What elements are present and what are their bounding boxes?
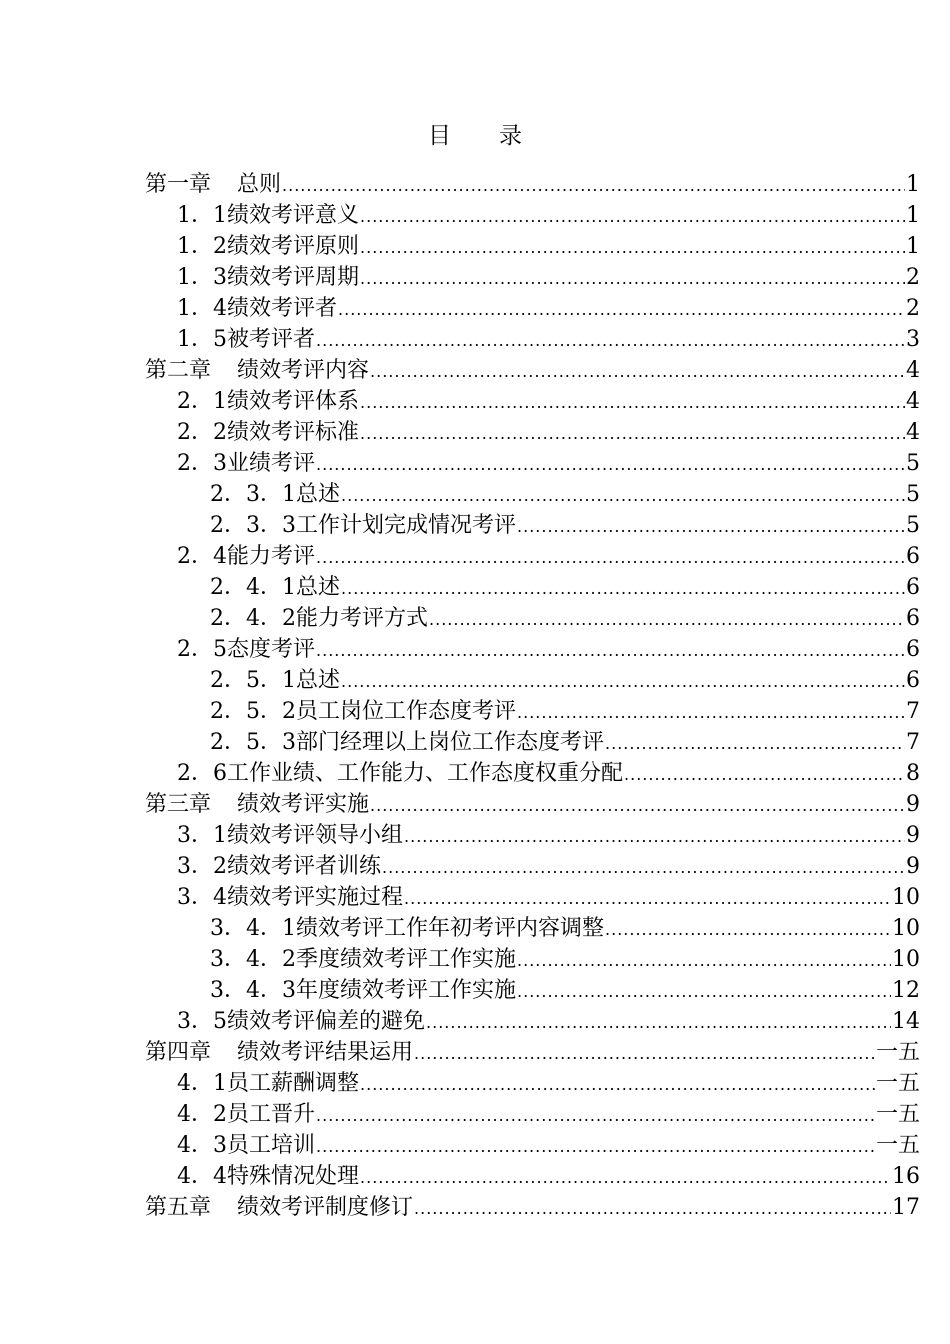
toc-leader-dots (360, 201, 905, 232)
toc-entry-page-number: 6 (906, 544, 920, 569)
toc-entry-page-number: 6 (906, 606, 920, 631)
toc-leader-dots (360, 1162, 891, 1193)
toc-entry-number: 2．3．1 (210, 482, 296, 507)
toc-entry-page-number: 1 (906, 172, 920, 197)
toc-entry-page-number: 2 (906, 296, 920, 321)
toc-entry-number: 2．5．1 (210, 668, 296, 693)
toc-leader-dots (382, 852, 905, 883)
toc-entry-number: 2．4．1 (210, 575, 296, 600)
toc-entry-number: 1．4 (177, 296, 227, 321)
toc-entry-number: 1．1 (177, 203, 227, 228)
toc-entry-number: 第二章 (145, 358, 212, 383)
toc-entry-text: 季度绩效考评工作实施 (296, 947, 517, 972)
toc-entry-label (210, 696, 516, 727)
toc-leader-dots (360, 387, 905, 418)
toc-entry-text: 总述 (296, 668, 341, 693)
toc-leader-dots (370, 790, 905, 821)
toc-entry[interactable] (145, 1099, 920, 1130)
toc-entry[interactable] (145, 1006, 920, 1037)
toc-entry[interactable] (145, 1037, 920, 1068)
toc-entry-page-number: 9 (906, 854, 920, 879)
toc-entry-page-number: 5 (906, 482, 920, 507)
toc-entry-number: 第四章 (145, 1040, 212, 1065)
toc-entry-label (177, 634, 315, 665)
toc-entry-label (210, 975, 516, 1006)
toc-entry-page-number: 4 (906, 358, 920, 383)
toc-entry-label (177, 882, 403, 913)
toc-entry-label (177, 293, 337, 324)
toc-entry[interactable] (145, 758, 920, 789)
toc-entry-label (177, 851, 381, 882)
toc-entry[interactable] (145, 293, 920, 324)
toc-entry-label (177, 758, 623, 789)
toc-leader-dots (316, 1100, 875, 1131)
toc-entry[interactable] (145, 200, 920, 231)
toc-entry[interactable] (145, 696, 920, 727)
toc-entry-label (210, 572, 340, 603)
toc-entry-number: 2．6 (177, 761, 227, 786)
toc-entry-number: 3．4．3 (210, 978, 296, 1003)
toc-leader-dots (426, 1007, 891, 1038)
toc-entry-page-number: 16 (892, 1164, 920, 1189)
toc-entry-label (177, 231, 359, 262)
toc-entry-page-number: 17 (892, 1195, 920, 1220)
toc-entry[interactable] (145, 727, 920, 758)
toc-leader-dots (360, 418, 905, 449)
toc-entry-text: 绩效考评工作年初考评内容调整 (296, 916, 605, 941)
toc-entry[interactable] (145, 231, 920, 262)
toc-entry[interactable] (145, 479, 920, 510)
toc-entry-number: 2．3．3 (210, 513, 296, 538)
toc-entry-page-number: 一五 (875, 1133, 920, 1158)
toc-entry-page-number: 7 (906, 730, 920, 755)
toc-entry-page-number: 一五 (875, 1102, 920, 1127)
toc-entry[interactable] (145, 665, 920, 696)
toc-leader-dots (316, 325, 905, 356)
toc-leader-dots (414, 1193, 891, 1224)
toc-entry-label (177, 1099, 315, 1130)
toc-entry-page-number: 2 (906, 265, 920, 290)
toc-entry-label (210, 510, 516, 541)
toc-leader-dots (338, 294, 905, 325)
toc-entry-text: 绩效考评者训练 (227, 854, 382, 879)
toc-entry-label (210, 665, 340, 696)
toc-entry-page-number: 5 (906, 451, 920, 476)
toc-leader-dots (316, 542, 905, 573)
toc-entry-text: 绩效考评领导小组 (227, 823, 404, 848)
toc-title: 目录 (428, 123, 570, 149)
toc-entry-label (177, 448, 315, 479)
toc-leader-dots (316, 1131, 875, 1162)
toc-entry-page-number: 9 (906, 823, 920, 848)
toc-entry-number: 2．4 (177, 544, 227, 569)
toc-entry-page-number: 4 (906, 389, 920, 414)
toc-entry-page-number: 5 (906, 513, 920, 538)
toc-entry-number: 2．4．2 (210, 606, 296, 631)
toc-entry[interactable] (145, 324, 920, 355)
toc-entry-text: 绩效考评实施过程 (227, 885, 404, 910)
toc-entry[interactable] (145, 510, 920, 541)
toc-entry-number: 4．3 (177, 1133, 227, 1158)
toc-entry-text: 绩效考评制度修订 (237, 1195, 414, 1220)
toc-entry-text: 绩效考评偏差的避免 (227, 1009, 426, 1034)
toc-entry-number: 第五章 (145, 1195, 212, 1220)
toc-entry-text: 部门经理以上岗位工作态度考评 (296, 730, 605, 755)
toc-leader-dots (341, 666, 905, 697)
toc-leader-dots (316, 635, 905, 666)
toc-entry-number: 3．1 (177, 823, 227, 848)
toc-entry-text: 绩效考评实施 (237, 792, 370, 817)
toc-entry[interactable] (145, 448, 920, 479)
toc-entry-text: 绩效考评结果运用 (237, 1040, 414, 1065)
toc-entry[interactable] (145, 1192, 920, 1223)
toc-entry-text: 业绩考评 (227, 451, 316, 476)
toc-entry-text: 态度考评 (227, 637, 316, 662)
toc-entry-text: 总则 (237, 172, 282, 197)
toc-entry-label (177, 1006, 425, 1037)
toc-entry[interactable] (145, 262, 920, 293)
toc-entry-label (177, 820, 403, 851)
toc-entry-page-number: 1 (906, 234, 920, 259)
toc-entry-text: 工作计划完成情况考评 (296, 513, 517, 538)
toc-entry-label (210, 913, 604, 944)
toc-leader-dots (414, 1038, 875, 1069)
toc-leader-dots (429, 604, 905, 635)
toc-entry-text: 员工岗位工作态度考评 (296, 699, 517, 724)
toc-entry[interactable] (145, 913, 920, 944)
toc-entry-text: 被考评者 (227, 327, 316, 352)
toc-entry-number: 2．1 (177, 389, 227, 414)
toc-entry-text: 绩效考评内容 (237, 358, 370, 383)
toc-entry-page-number: 一五 (875, 1071, 920, 1096)
toc-entry-label (145, 1192, 413, 1223)
toc-entry-label (210, 727, 604, 758)
toc-entry-number: 2．5 (177, 637, 227, 662)
toc-entry-label (177, 541, 315, 572)
toc-entry[interactable] (145, 1161, 920, 1192)
toc-entry-label (210, 479, 340, 510)
toc-leader-dots (605, 728, 905, 759)
toc-entry-number: 2．5．3 (210, 730, 296, 755)
toc-entry-page-number: 10 (892, 947, 920, 972)
toc-entry[interactable] (145, 975, 920, 1006)
toc-entry-number: 3．4．1 (210, 916, 296, 941)
toc-entry[interactable] (145, 789, 920, 820)
toc-entry-text: 年度绩效考评工作实施 (296, 978, 517, 1003)
toc-entry-text: 工作业绩、工作能力、工作态度权重分配 (227, 761, 624, 786)
toc-entry-number: 3．2 (177, 854, 227, 879)
toc-entry-label (145, 1037, 413, 1068)
toc-leader-dots (517, 511, 905, 542)
toc-entry-text: 能力考评方式 (296, 606, 429, 631)
toc-entry-text: 总述 (296, 575, 341, 600)
toc-entry-number: 1．5 (177, 327, 227, 352)
toc-leader-dots (624, 759, 905, 790)
toc-leader-dots (404, 883, 891, 914)
toc-entry-text: 绩效考评标准 (227, 420, 360, 445)
toc-leader-dots (404, 821, 905, 852)
toc-entry-text: 员工薪酬调整 (227, 1071, 360, 1096)
toc-entry-page-number: 12 (892, 978, 920, 1003)
toc-entry-text: 特殊情况处理 (227, 1164, 360, 1189)
toc-entry-page-number: 7 (906, 699, 920, 724)
toc-entry[interactable] (145, 820, 920, 851)
toc-entry-label (145, 169, 281, 200)
toc-leader-dots (517, 945, 891, 976)
toc-leader-dots (316, 449, 905, 480)
toc-leader-dots (360, 263, 905, 294)
toc-entry-page-number: 10 (892, 885, 920, 910)
toc-entry-number: 2．5．2 (210, 699, 296, 724)
toc-entry-text: 员工晋升 (227, 1102, 316, 1127)
toc-leader-dots (370, 356, 905, 387)
toc-entry-label (177, 200, 359, 231)
toc-entry-number: 3．5 (177, 1009, 227, 1034)
toc-entry[interactable] (145, 882, 920, 913)
toc-entry[interactable] (145, 1130, 920, 1161)
toc-entry-text: 总述 (296, 482, 341, 507)
toc-entry-page-number: 6 (906, 575, 920, 600)
toc-entry-page-number: 一五 (875, 1040, 920, 1065)
toc-entry-number: 2．3 (177, 451, 227, 476)
toc-entry-label (177, 1161, 359, 1192)
toc-entry-page-number: 3 (906, 327, 920, 352)
table-of-contents (145, 169, 920, 1223)
toc-entry[interactable] (145, 1068, 920, 1099)
toc-entry-label (177, 262, 359, 293)
toc-entry-text: 绩效考评周期 (227, 265, 360, 290)
toc-entry[interactable] (145, 944, 920, 975)
toc-entry-label (145, 355, 369, 386)
toc-entry-text: 绩效考评原则 (227, 234, 360, 259)
toc-entry-label (177, 1068, 359, 1099)
toc-entry[interactable] (145, 603, 920, 634)
toc-entry-page-number: 6 (906, 637, 920, 662)
toc-entry[interactable] (145, 572, 920, 603)
toc-entry-number: 4．2 (177, 1102, 227, 1127)
toc-entry-text: 能力考评 (227, 544, 316, 569)
toc-entry-label (145, 789, 369, 820)
toc-entry-number: 第一章 (145, 172, 212, 197)
toc-entry[interactable] (145, 851, 920, 882)
toc-leader-dots (282, 170, 905, 201)
toc-entry-label (177, 1130, 315, 1161)
toc-entry-number: 3．4 (177, 885, 227, 910)
toc-entry[interactable] (145, 634, 920, 665)
toc-entry-page-number: 14 (892, 1009, 920, 1034)
toc-entry-label (177, 386, 359, 417)
toc-entry-label (210, 603, 428, 634)
toc-entry-label (210, 944, 516, 975)
toc-entry-number: 3．4．2 (210, 947, 296, 972)
toc-entry-text: 绩效考评体系 (227, 389, 360, 414)
toc-entry-number: 1．2 (177, 234, 227, 259)
toc-entry-page-number: 10 (892, 916, 920, 941)
toc-entry-text: 绩效考评意义 (227, 203, 360, 228)
toc-entry-text: 员工培训 (227, 1133, 316, 1158)
toc-entry-page-number: 1 (906, 203, 920, 228)
toc-entry-label (177, 417, 359, 448)
toc-entry-page-number: 6 (906, 668, 920, 693)
toc-entry[interactable] (145, 541, 920, 572)
toc-entry[interactable] (145, 386, 920, 417)
toc-entry-number: 2．2 (177, 420, 227, 445)
toc-entry-page-number: 8 (906, 761, 920, 786)
toc-entry-number: 4．4 (177, 1164, 227, 1189)
toc-leader-dots (341, 480, 905, 511)
toc-entry[interactable] (145, 169, 920, 200)
toc-leader-dots (605, 914, 891, 945)
toc-entry-text: 绩效考评者 (227, 296, 338, 321)
toc-entry[interactable] (145, 355, 920, 386)
toc-leader-dots (360, 1069, 875, 1100)
toc-entry-number: 第三章 (145, 792, 212, 817)
toc-entry[interactable] (145, 417, 920, 448)
toc-leader-dots (341, 573, 905, 604)
toc-entry-number: 1．3 (177, 265, 227, 290)
toc-leader-dots (360, 232, 905, 263)
toc-entry-number: 4．1 (177, 1071, 227, 1096)
toc-leader-dots (517, 976, 891, 1007)
toc-leader-dots (517, 697, 905, 728)
toc-entry-page-number: 4 (906, 420, 920, 445)
toc-entry-label (177, 324, 315, 355)
toc-entry-page-number: 9 (906, 792, 920, 817)
